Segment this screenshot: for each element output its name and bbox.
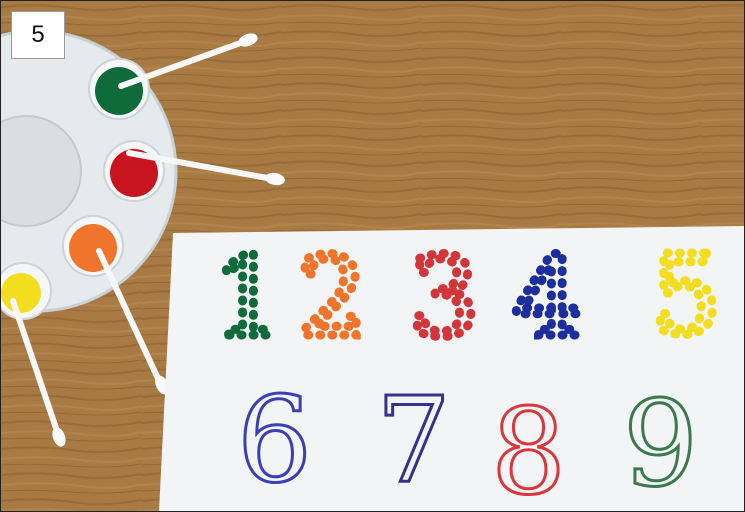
dotted-digit-2: 2 <box>297 233 367 361</box>
outlined-digit-9: 9 <box>623 375 699 503</box>
outlined-digit-8: 8 <box>491 383 567 503</box>
craft-scene <box>1 1 744 511</box>
step-number-badge: 5 <box>11 11 65 59</box>
dotted-digit-1: 1 <box>213 233 283 361</box>
outlined-digit-6: 6 <box>237 373 313 503</box>
dotted-digit-5: 5 <box>651 233 721 359</box>
dotted-digit-3: 3 <box>409 233 479 361</box>
paper-sheet <box>159 226 744 511</box>
dotted-digit-4: 4 <box>513 233 583 361</box>
outlined-digit-7: 7 <box>376 373 452 503</box>
